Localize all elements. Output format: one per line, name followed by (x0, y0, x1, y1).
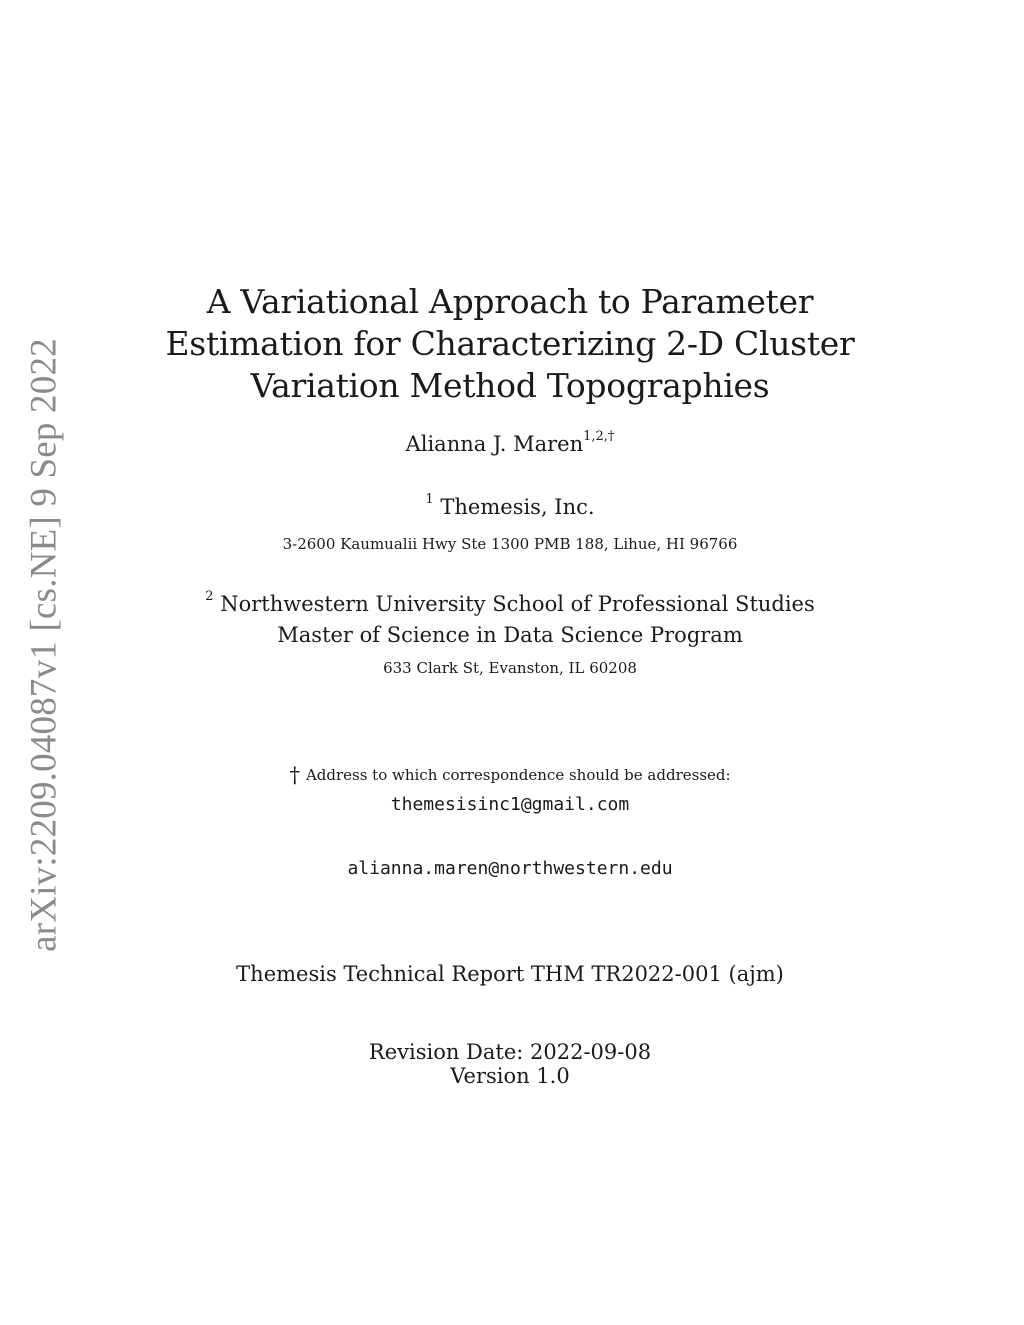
affiliation-1-mark: 1 (425, 492, 434, 507)
affiliation-2-name: Northwestern University School of Professional Studies (220, 592, 815, 616)
title-line-2: Estimation for Characterizing 2-D Cluster (165, 324, 855, 363)
affiliation-1-address: 3-2600 Kaumualii Hwy Ste 1300 PMB 188, Lihue, HI 96766 (282, 535, 738, 553)
revision-date: Revision Date: 2022-09-08 (368, 1040, 652, 1064)
author-name: Alianna J. Maren (405, 432, 584, 456)
paper-title (166, 281, 855, 407)
affiliation-2-program: Master of Science in Data Science Program (277, 623, 743, 647)
correspondence-text: Address to which correspondence should be addressed: (305, 766, 731, 784)
affiliation-1 (425, 492, 595, 519)
email-northwestern[interactable]: alianna.maren@northwestern.edu (347, 858, 673, 879)
affiliation-2-address: 633 Clark St, Evanston, IL 60208 (383, 659, 637, 677)
title-line-1: A Variational Approach to Parameter (206, 282, 814, 321)
email-themesis[interactable]: themesisinc1@gmail.com (390, 794, 630, 815)
version-number: Version 1.0 (450, 1064, 570, 1088)
correspondence-note (289, 763, 730, 787)
technical-report-number: Themesis Technical Report THM TR2022-001 (ajm) (236, 962, 784, 986)
author-affiliation-marks: 1,2,† (583, 429, 615, 444)
affiliation-2-mark: 2 (205, 589, 214, 604)
affiliation-2 (205, 589, 815, 616)
title-line-3: Variation Method Topographies (250, 366, 770, 405)
author (405, 429, 615, 456)
affiliation-1-name: Themesis, Inc. (440, 495, 595, 519)
arxiv-identifier-stamp: arXiv:2209.04087v1 [cs.NE] 9 Sep 2022 (23, 338, 65, 952)
dagger-mark: † (289, 763, 300, 787)
